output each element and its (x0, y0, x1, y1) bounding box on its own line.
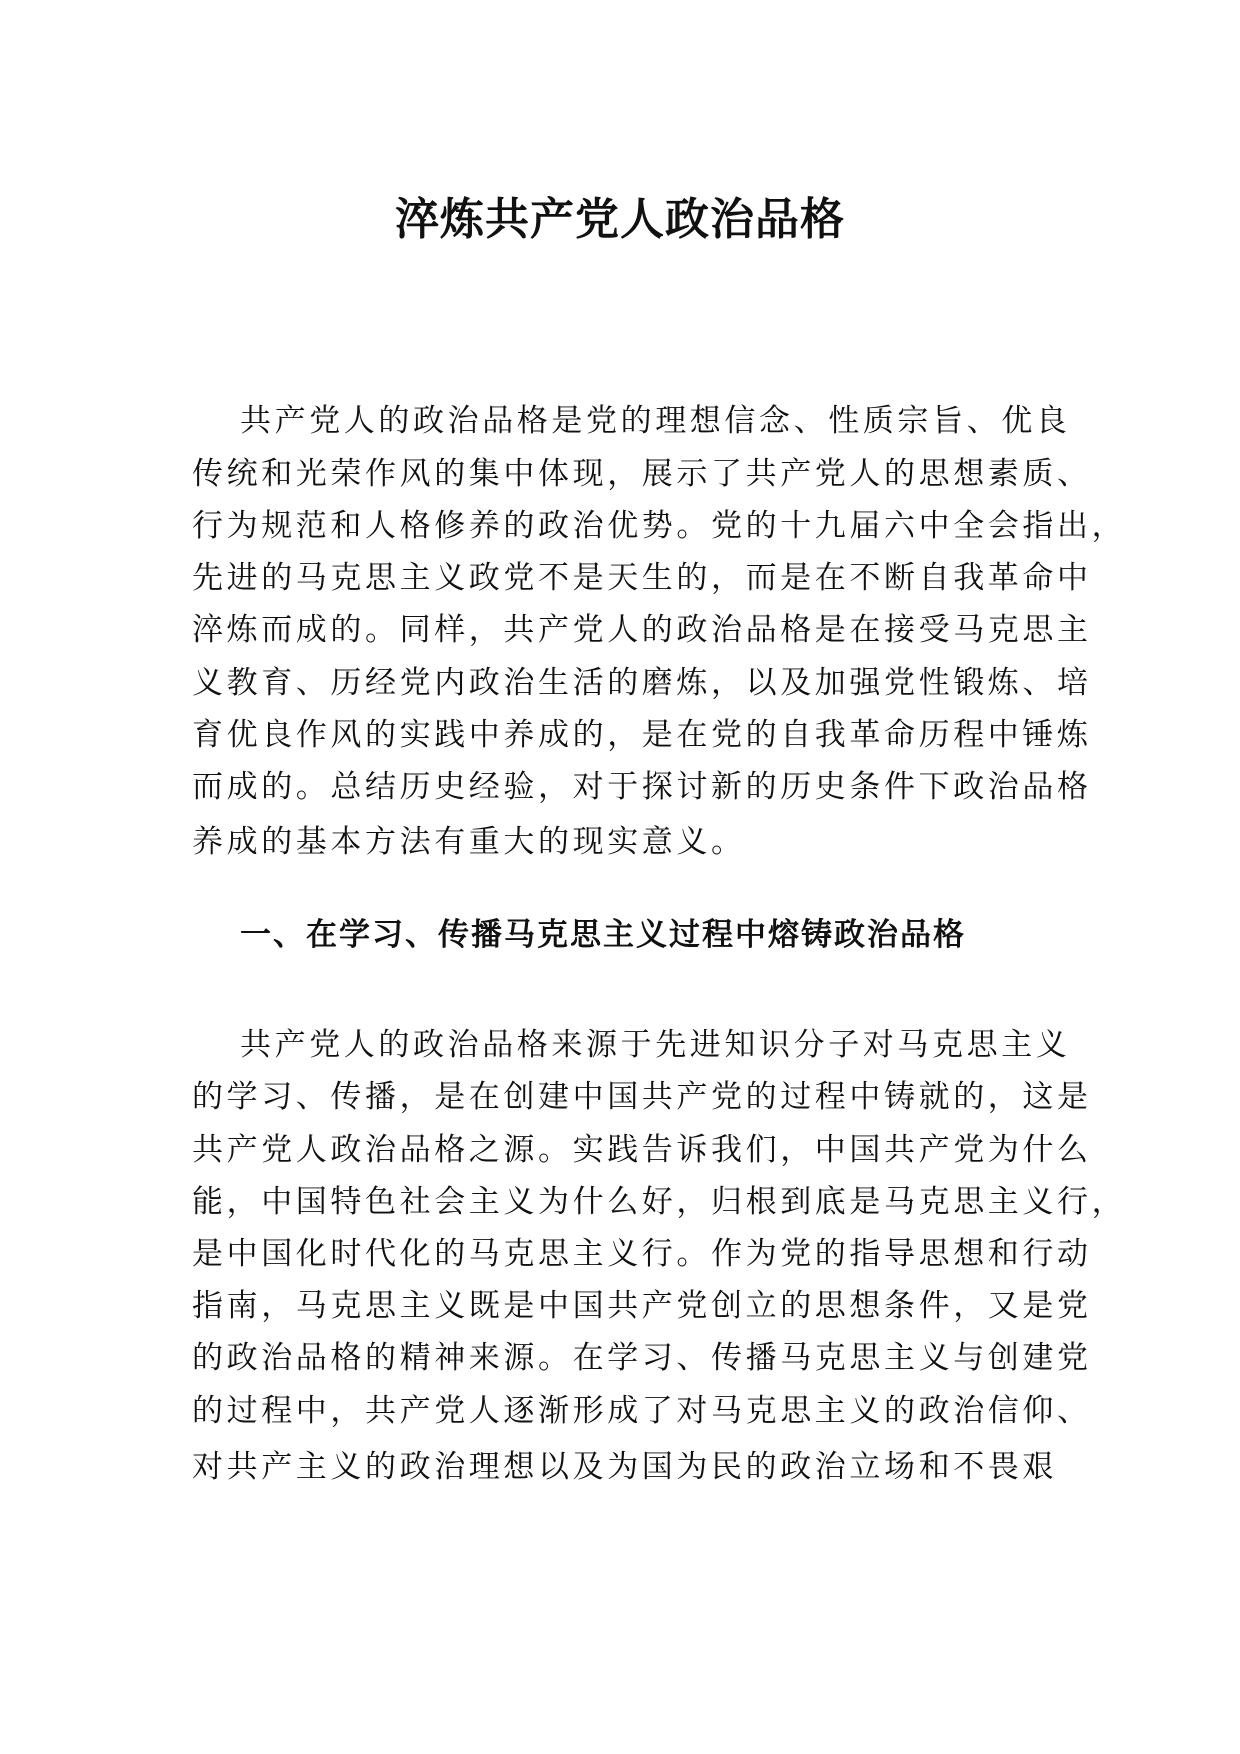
section-heading: 一、在学习、传播马克思主义过程中熔铸政治品格 (240, 917, 966, 953)
paragraph-line: 育优良作风的实践中养成的，是在党的自我革命历程中锤炼 (192, 717, 1092, 753)
paragraph-line: 行为规范和人格修养的政治优势。党的十九届六中全会指出， (192, 508, 1127, 544)
paragraph-line: 对共产主义的政治理想以及为国为民的政治立场和不畏艰 (192, 1449, 1057, 1485)
paragraph-line: 的政治品格的精神来源。在学习、传播马克思主义与创建党 (192, 1340, 1092, 1376)
paragraph-line: 而成的。总结历史经验，对于探讨新的历史条件下政治品格 (192, 769, 1092, 805)
paragraph-line: 养成的基本方法有重大的现实意义。 (192, 824, 746, 860)
document-title: 淬炼共产党人政治品格 (395, 194, 845, 245)
paragraph-line: 淬炼而成的。同样，共产党人的政治品格是在接受马克思主 (192, 612, 1092, 648)
paragraph-line: 能，中国特色社会主义为什么好，归根到底是马克思主义行， (192, 1184, 1127, 1220)
paragraph-line: 指南，马克思主义既是中国共产党创立的思想条件，又是党 (192, 1288, 1092, 1324)
paragraph-line: 是中国化时代化的马克思主义行。作为党的指导思想和行动 (192, 1236, 1092, 1272)
paragraph-line: 的学习、传播，是在创建中国共产党的过程中铸就的，这是 (192, 1079, 1092, 1115)
paragraph-line: 共产党人的政治品格是党的理想信念、性质宗旨、优良 (240, 403, 1071, 439)
paragraph-line: 共产党人的政治品格来源于先进知识分子对马克思主义 (240, 1027, 1071, 1063)
paragraph-line: 共产党人政治品格之源。实践告诉我们，中国共产党为什么 (192, 1132, 1092, 1168)
paragraph-line: 先进的马克思主义政党不是天生的，而是在不断自我革命中 (192, 560, 1092, 596)
paragraph-line: 传统和光荣作风的集中体现，展示了共产党人的思想素质、 (192, 456, 1092, 492)
paragraph-line: 的过程中，共产党人逐渐形成了对马克思主义的政治信仰、 (192, 1393, 1092, 1429)
paragraph-line: 义教育、历经党内政治生活的磨炼，以及加强党性锻炼、培 (192, 665, 1092, 701)
